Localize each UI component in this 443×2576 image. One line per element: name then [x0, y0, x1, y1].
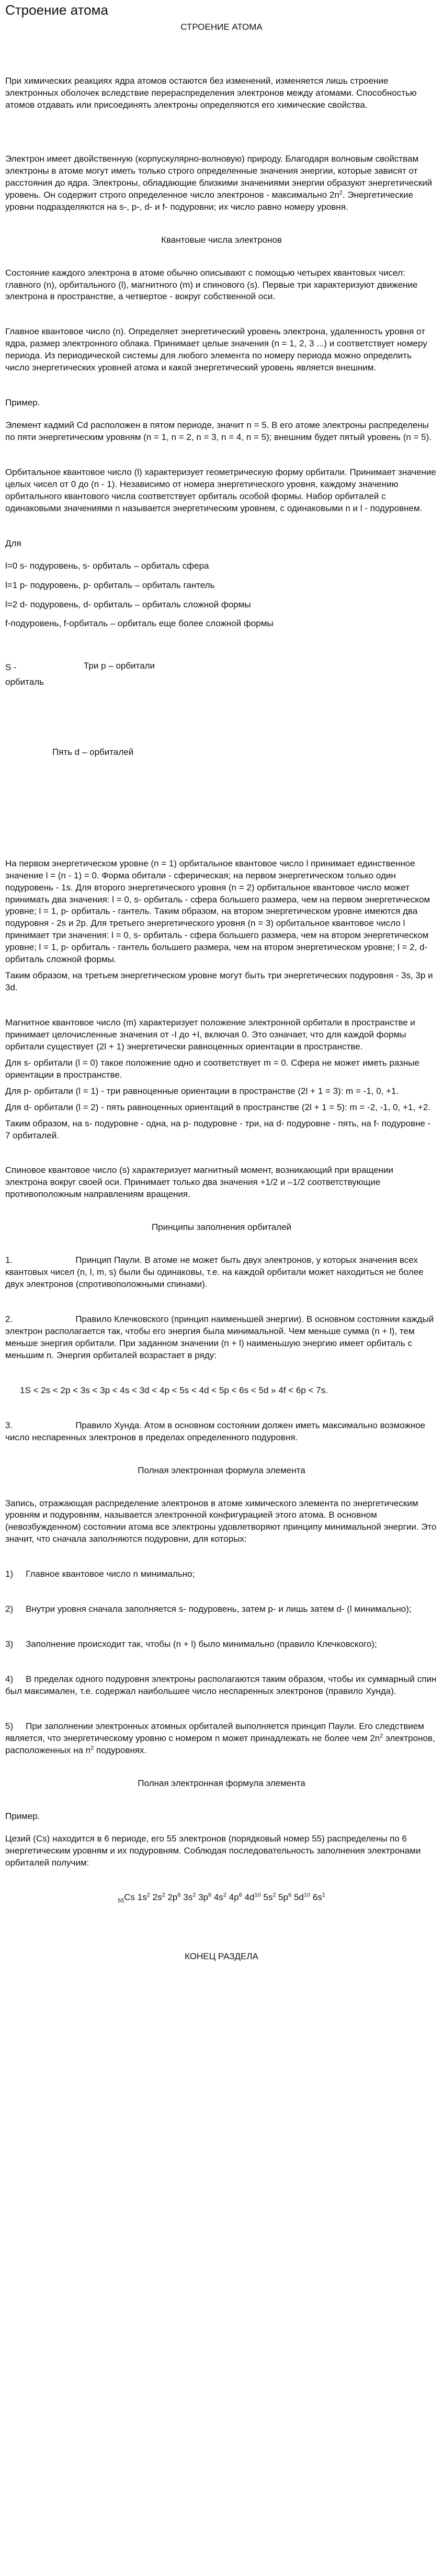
cadmium-example: Элемент кадмий Cd расположен в пятом периоде, значит n = 5. В его атоме электроны распределены по пяти энергетическим уровням (n = 1, n = 2, n = 3, n = 4, n = 5); внешним будет пятый уровень (n = 5).: [5, 420, 432, 442]
cesium-formula: $_{55}$Cs $1s^2$ $2s^2$ $2p^6$ $3s^2$ $3p^6$ $4s^2$ $4p^6$ $4d^{10}$ $5s^2$ $5p^6$ $5d^{10}$ $6s^1$: [118, 1892, 325, 1904]
state-paragraph: Состояние каждого электрона в атоме обычно описывают с помощью четырех квантовых чисел: главного (n), орбитального (l), магнитного (m) и спинового (s). Первые три характеризуют движение электрона в пространстве, а четвертое - вокруг собственной оси.: [5, 267, 418, 302]
magnetic-s: Для s- орбитали (l = 0) такое положение одно и соответствует m = 0. Сфера не может иметь разные ориентации в пространстве.: [5, 1057, 419, 1080]
quantum-numbers-heading: Квантовые числа электронов: [161, 234, 282, 245]
electron-config-term: $2p^6$: [167, 1892, 181, 1903]
electron-config-term: $3p^6$: [198, 1892, 212, 1903]
magnetic-p: Для p- орбитали (l = 1) - три равноценные ориентации в пространстве (2l + 1 = 3): m = -1, 0, +1.: [5, 1086, 399, 1096]
energy-levels-paragraph: На первом энергетическом уровне (n = 1) орбитальное квантовое число l принимает единственное значение l = (n - 1) = 0. Форма обитали - сферическая; на первом энергетическом только один подуровень - 1s. Для второго энергетического уровня (n = 2) орбитальное квантовое число может принимать два значения: l = 0, s- орбиталь - сфера большего размера, чем на первом энергетическом уровне; l = 1, p- орбиталь - гантель. Таким образом, на втором энергетическом уровне имеются два подуровня - 2s и 2p. Для третьего энергетического уровня (n = 3) орбитальное квантовое число l принимает три значения: l = 0, s- орбиталь - сфера большего размера, чем на втором энергетическом уровне; l = 1, p- орбиталь - гантель большего размера, чем на втором энергетическом уровне; l = 2, d- орбиталь сложной формы.: [5, 858, 430, 965]
rule-item: 5) При заполнении электронных атомных орбиталей выполняется принцип Паули. Его следствием является, что энергетическому уровню с номером n может принадлежать не более чем $2n^2$ электронов, расположенных на $n^2$ подуровнях.: [5, 1721, 435, 1755]
principle-pauli: 1. Принцип Паули. В атоме не может быть двух электронов, у которых значения всех квантовых чисел (n, l, m, s) были бы одинаковы, т.е. на каждой орбитали может находиться не более двух электронов (спротивоположными спинами).: [5, 1255, 424, 1290]
electron-config-term: $6s^1$: [312, 1892, 325, 1903]
end-of-section: КОНЕЦ РАЗДЕЛА: [185, 1951, 258, 1962]
rule-item: 4) В пределах одного подуровня электроны располагаются таким образом, чтобы их суммарный спин был максимален, т.е. содержал наибольшее число неспаренных электронов (правило Хунда).: [5, 1674, 437, 1696]
rule-item: 1) Главное квантовое число n минимально;: [5, 1569, 195, 1579]
energy-series: 1S < 2s < 2p < 3s < 3p < 4s < 3d < 4p < 5s < 4d < 5p < 6s < 5d » 4f < 6p < 7s.: [20, 1385, 328, 1395]
electron-config-term: $3s^2$: [183, 1892, 196, 1903]
for-label: Для: [5, 538, 21, 548]
d-orbital-caption: Пять d – орбиталей: [52, 747, 134, 757]
magnetic-quantum-paragraph: Магнитное квантовое число (m) характеризует положение электронной орбитали в пространстве и принимает целочисленные значения от -I до +I, включая 0. Это означает, что для каждой формы орбитали существует (2l + 1) энергетически равноценных ориентации в пространстве.: [5, 1018, 415, 1052]
electron-config-term: $2s^2$: [152, 1892, 165, 1903]
electron-config-term: $4d^{10}$: [244, 1892, 261, 1903]
formula-intro: Запись, отражающая распределение электронов в атоме химического элемента по энергетическим уровням и подуровням, называется электронной конфигурацией этого атома. В основном (невозбужденном) состоянии атома все электроны удовлетворяют принципу минимальной энергии. Это значит, что сначала заполняются подуровни, для которых:: [5, 1498, 437, 1544]
example-label: Пример.: [5, 398, 40, 408]
principle-hund: 3. Правило Хунда. Атом в основном состоянии должен иметь максимально возможное число неспаренных электронов в пределах определенного подуровня.: [5, 1420, 426, 1442]
page-title: Строение атома: [5, 2, 108, 18]
rule-item: 2) Внутри уровня сначала заполняется s- подуровень, затем p- и лишь затем d- (l минимально);: [5, 1604, 412, 1614]
electron-config-term: $1s^2$: [137, 1892, 150, 1903]
l-list-item: l=1 p- подуровень, p- орбиталь – орбиталь гантель: [5, 580, 215, 590]
spin-quantum-paragraph: Спиновое квантовое число (s) характеризует магнитный момент, возникающий при вращении электрона вокруг своей оси. Принимает только два значения +1/2 и –1/2 соответствующие противоположным направлениям вращения.: [5, 1165, 394, 1200]
dual-nature-paragraph: Электрон имеет двойственную (корпускулярно-волновую) природу. Благодаря волновым свойствам электроны в атоме могут иметь только строго определенные значения энергии, которые зависят от расстояния до ядра. Электроны, обладающие близкими значениями энергии образуют энергетический уровень. Он содержит строго определенное число электронов - максимально $2n^2$. Энергетические уровни подразделяются на s-, p-, d- и f- подуровни; их число равно номеру уровня.: [5, 153, 433, 212]
electron-config-term: $5s^2$: [263, 1892, 276, 1903]
principles-heading: Принципы заполнения орбиталей: [151, 1222, 292, 1233]
formula-heading: Полная электронная формула элемента: [138, 1465, 305, 1475]
document-subtitle: СТРОЕНИЕ АТОМА: [180, 22, 263, 32]
l-list-item: l=2 d- подуровень, d- орбиталь – орбиталь сложной формы: [5, 599, 251, 609]
orbital-quantum-paragraph: Орбитальное квантовое число (l) характеризует геометрическую форму орбитали. Принимает значение целых чисел от 0 до (n - 1). Независимо от номера энергетического уровня, каждому значению орбитального квантового числа соответствует орбиталь особой формы. Набор орбиталей с одинаковыми значениями n называется энергетическим уровнем, с одинаковыми n и l - подуровнем.: [5, 467, 437, 513]
s-orbital-caption: S - орбиталь: [5, 662, 44, 687]
principal-quantum-paragraph: Главное квантовое число (n). Определяет энергетический уровень электрона, удаленность уровня от ядра, размер электронного облака. Принимает целые значения (n = 1, 2, 3 ...) и соответствует номеру периода. Из периодической системы для любого элемента по номеру периода можно определить число энергетических уровней атома и какой энергетический уровень является внешним.: [5, 326, 427, 373]
rule-item: 3) Заполнение происходит так, чтобы (n + l) было минимально (правило Клечковского);: [5, 1639, 377, 1649]
levels-summary: Таким образом, на третьем энергетическом уровне могут быть три энергетических подуровня - 3s, 3p и 3d.: [5, 970, 433, 993]
intro-paragraph: При химических реакциях ядра атомов остаются без изменений, изменяется лишь строение электронных оболочек вследствие перераспределения электронов между атомами. Способностью атомов отдавать или присоединять электроны определяются его химические свойства.: [5, 76, 417, 110]
formula-heading-2: Полная электронная формула элемента: [138, 1778, 305, 1788]
example-label-2: Пример.: [5, 1811, 40, 1821]
electron-config-term: $5p^6$: [278, 1892, 292, 1903]
l-list-item: f-подуровень, f-орбиталь – орбиталь еще более сложной формы: [5, 618, 274, 629]
magnetic-d: Для d- орбитали (l = 2) - пять равноценных ориентаций в пространстве (2l + 1 = 5): m = -2, -1, 0, +1, +2.: [5, 1102, 431, 1112]
magnetic-summary: Таким образом, на s- подуровне - одна, на p- подуровне - три, на d- подуровне - пять, на f- подуровне - 7 орбиталей.: [5, 1118, 431, 1140]
l-list-item: l=0 s- подуровень, s- орбиталь – орбиталь сфера: [5, 560, 209, 571]
cesium-example: Цезий (Cs) находится в 6 периоде, его 55 электронов (порядковый номер 55) распределены по 6 энергетическим уровням и их подуровням. Соблюдая последовательность заполнения электронами орбиталей получим:: [5, 1833, 421, 1868]
orbital-captions-row: [5, 660, 438, 688]
p-orbital-caption: Три p – орбитали: [84, 661, 155, 671]
electron-config-term: $5d^{10}$: [293, 1892, 311, 1903]
principle-klechkovsky: 2. Правило Клечковского (принцип наименьшей энергии). В основном состоянии каждый электрон располагается так, чтобы его энергия была минимальной. Чем меньше сумма (n + l), тем меньше энергия орбитали. При заданном значении (n + l) наименьшую энергию имеет орбиталь с меньшим n. Энергия орбиталей возрастает в ряду:: [5, 1314, 434, 1360]
electron-config-term: $4s^2$: [213, 1892, 226, 1903]
electron-config-term: $4p^6$: [229, 1892, 242, 1903]
